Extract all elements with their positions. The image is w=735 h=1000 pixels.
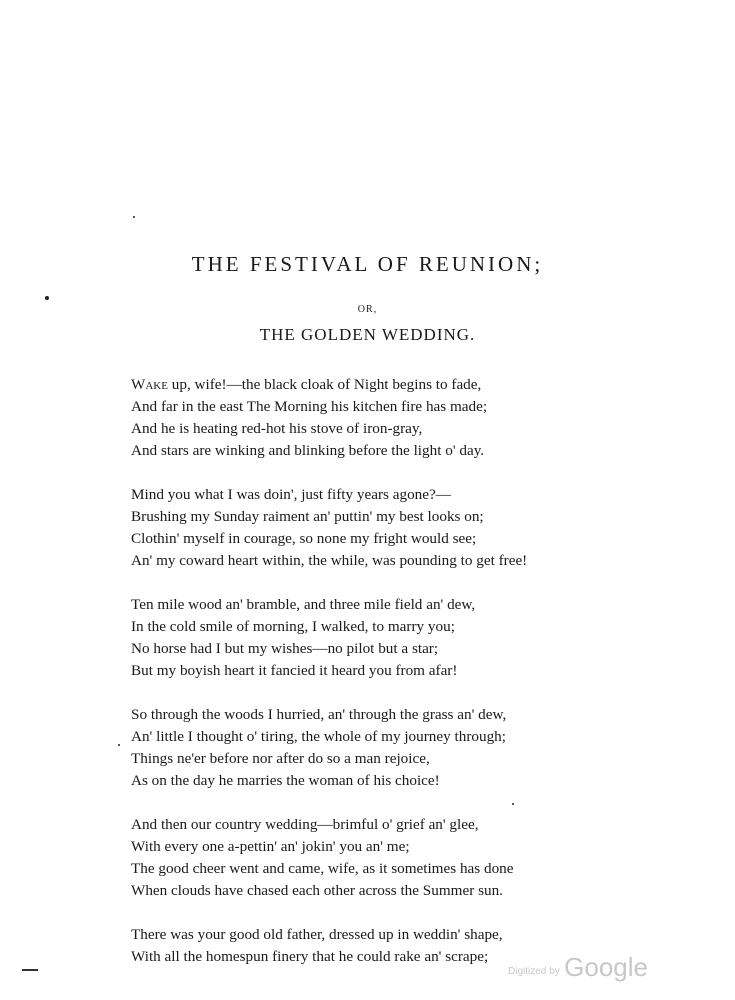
- poem-line: Ten mile wood an' bramble, and three mile field an' dew,: [131, 596, 476, 613]
- google-logo: Google: [564, 952, 648, 982]
- digitized-watermark: [508, 952, 648, 983]
- poem-line: Brushing my Sunday raiment an' puttin' my best looks on;: [131, 508, 484, 525]
- poem-line: With every one a-pettin' an' jokin' you an' me;: [131, 838, 410, 855]
- poem-line: Clothin' myself in courage, so none my fright would see;: [131, 530, 477, 547]
- poem-subtitle: THE GOLDEN WEDDING.: [259, 325, 476, 344]
- first-word: Wake: [131, 376, 168, 393]
- poem-line: With all the homespun finery that he could rake an' scrape;: [131, 948, 489, 965]
- poem-line: So through the woods I hurried, an' through the grass an' dew,: [131, 706, 507, 723]
- poem-body: [131, 374, 691, 990]
- stanza: [131, 374, 691, 462]
- poem-line: When clouds have chased each other across the Summer sun.: [131, 882, 503, 899]
- poem-line: No horse had I but my wishes—no pilot but a star;: [131, 640, 439, 657]
- poem-title: THE FESTIVAL OF REUNION;: [191, 252, 544, 276]
- watermark-prefix: Digitized by: [508, 966, 560, 977]
- poem-line: But my boyish heart it fancied it heard you from afar!: [131, 662, 458, 679]
- poem-line: And he is heating red-hot his stove of iron-gray,: [131, 420, 423, 437]
- poem-line: Wake up, wife!—the black cloak of Night begins to fade,: [131, 376, 482, 393]
- poem-line: Mind you what I was doin', just fifty years agone?—: [131, 486, 451, 503]
- stanza: [131, 484, 691, 572]
- stanza: [131, 814, 691, 902]
- poem-line: As on the day he marries the woman of his choice!: [131, 772, 440, 789]
- stanza: [131, 594, 691, 682]
- ink-speck: [118, 744, 120, 746]
- stanza: [131, 704, 691, 792]
- poem-line: And then our country wedding—brimful o' grief an' glee,: [131, 816, 479, 833]
- poem-line: There was your good old father, dressed up in weddin' shape,: [131, 926, 503, 943]
- poem-line: And stars are winking and blinking before the light o' day.: [131, 442, 485, 459]
- poem-line: Things ne'er before nor after do so a man rejoice,: [131, 750, 430, 767]
- title-connector: OR,: [357, 304, 378, 315]
- ink-speck: [45, 296, 49, 300]
- poem-line: The good cheer went and came, wife, as it sometimes has done: [131, 860, 514, 877]
- ink-speck: [133, 216, 135, 218]
- poem-line: In the cold smile of morning, I walked, to marry you;: [131, 618, 455, 635]
- poem-line: And far in the east The Morning his kitchen fire has made;: [131, 398, 488, 415]
- poem-line: An' my coward heart within, the while, was pounding to get free!: [131, 552, 528, 569]
- margin-dash: [22, 969, 38, 971]
- poem-line: An' little I thought o' tiring, the whole of my journey through;: [131, 728, 506, 745]
